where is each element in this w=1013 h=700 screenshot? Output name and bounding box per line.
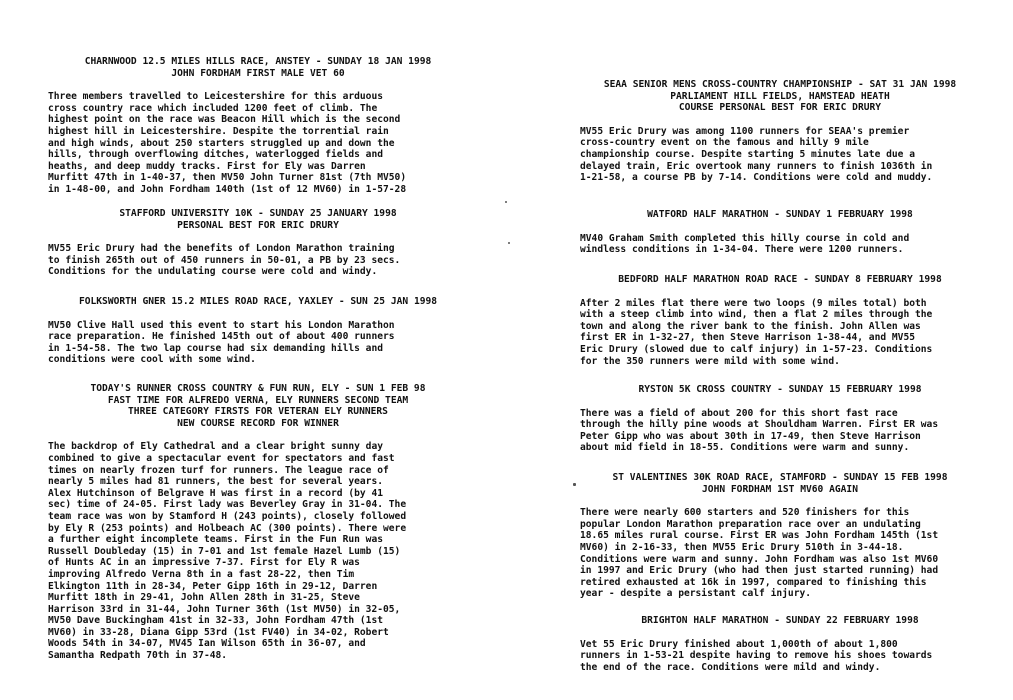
heading-line: ST VALENTINES 30K ROAD RACE, STAMFORD - SUNDAY 15 FEB 1998 — [612, 472, 948, 483]
article-body: MV40 Graham Smith completed this hilly course in cold and windless conditions in 1-34-04. There were 1200 runners. — [580, 232, 910, 256]
article-body: After 2 miles flat there were two loops (9 miles total) both with a steep climb into wind, then a flat 2 miles through the town and along the river bank to the finish. John Allen was first ER in 1-32-27, then Steve Harrison 1-38-44, and MV55 Eric Drury (slowed due to calf injury) in 1-57-23. Conditions for the 350 runners were mild with some wind. — [580, 297, 933, 367]
article-subheading: COURSE PERSONAL BEST FOR ERIC DRURY — [678, 102, 882, 114]
article-heading — [580, 209, 980, 221]
article-body: MV55 Eric Drury had the benefits of London Marathon training to finish 265th out of 450 runners in 50-01, a PB by 23 secs. Conditions for the undulating course were cold and windy. — [48, 243, 401, 278]
article-body: Three members travelled to Leicestershire for this arduous cross country race which included 1200 feet of climb. The highest point on the race was Beacon Hill which is the second highest hill in Leicestershire. Despite the torrential rain and high winds, about 250 starters struggled up and down the hills, through overflowing ditches, waterlogged fields and heaths, and deep muddy tracks. First for Ely was Darren Murfitt 47th in 1-40-37, then MV50 John Turner 81st (7th MV50) in 1-48-00, and John Fordham 140th (1st of 12 MV60) in 1-57-28 — [48, 91, 407, 195]
article-charnwood — [48, 56, 468, 196]
article-heading — [580, 472, 980, 495]
article-ryston — [580, 384, 980, 454]
article-body: There were nearly 600 starters and 520 finishers for this popular London Marathon preparation race over an undulating 18.65 miles rural course. First ER was John Fordham 145th (1st MV60) in 2-16-33, then MV55 Eric Drury 510th in 3-44-18. Conditions were warm and sunny. John Fordham was also 1st MV60 in 1997 and Eric Drury (who had then just started running) had retired exhausted at 16k in 1997, compared to finishing this year - despite a persistant calf injury. — [580, 507, 939, 600]
article-watford — [580, 209, 980, 256]
article-body: Vet 55 Eric Drury finished about 1,000th of about 1,800 runners in 1-53-21 despite having to remove his shoes towards the end of the race. Conditions were mild and windy. — [580, 638, 933, 673]
article-heading — [48, 208, 468, 231]
heading-line: RYSTON 5K CROSS COUNTRY - SUNDAY 15 FEBRUARY 1998 — [638, 384, 922, 395]
heading-line: THREE CATEGORY FIRSTS FOR VETERAN ELY RUNNERS — [128, 406, 388, 418]
article-heading — [580, 384, 980, 396]
article-body: There was a field of about 200 for this short fast race through the hilly pine woods at Shouldham Warren. First ER was Peter Gipp who was about 30th in 17-49, then Steve Harrison about mid field in 18-55. Conditions were warm and sunny. — [580, 407, 939, 454]
article-folksworth — [48, 296, 468, 366]
article-heading — [580, 615, 980, 627]
heading-line: WATFORD HALF MARATHON - SUNDAY 1 FEBRUARY 1998 — [647, 209, 913, 220]
heading-line: NEW COURSE RECORD FOR WINNER — [177, 417, 339, 429]
scan-speck — [508, 242, 510, 244]
article-heading — [48, 383, 468, 429]
heading-line: BEDFORD HALF MARATHON ROAD RACE - SUNDAY 8 FEBRUARY 1998 — [618, 274, 942, 285]
article-st-valentines — [580, 472, 980, 600]
article-body: MV55 Eric Drury was among 1100 runners for SEAA's premier cross-country event on the famous and hilly 9 mile championship course. Despite starting 5 minutes late due a delayed train, Eric overtook many runners to finish 1036th in 1-21-58, a course PB by 7-14. Conditions were cold and muddy. — [580, 125, 933, 184]
heading-line: JOHN FORDHAM FIRST MALE VET 60 — [171, 67, 345, 79]
article-heading — [48, 296, 468, 308]
heading-line: STAFFORD UNIVERSITY 10K - SUNDAY 25 JANUARY 1998 — [119, 208, 397, 219]
article-body: MV50 Clive Hall used this event to start his London Marathon race preparation. He finished 145th out of about 400 runners in 1-54-58. The two lap course had six demanding hills and conditions were cool with some wind. — [48, 319, 395, 366]
article-todays-runner — [48, 383, 468, 662]
article-heading — [580, 79, 980, 114]
scan-speck — [573, 483, 576, 486]
article-heading — [48, 56, 468, 79]
heading-line: SEAA SENIOR MENS CROSS-COUNTRY CHAMPIONSHIP - SAT 31 JAN 1998 — [603, 79, 957, 90]
heading-line: JOHN FORDHAM 1ST MV60 AGAIN — [702, 483, 858, 495]
article-brighton — [580, 615, 980, 673]
heading-line: CHARNWOOD 12.5 MILES HILLS RACE, ANSTEY - SUNDAY 18 JAN 1998 — [84, 56, 432, 67]
article-body: The backdrop of Ely Cathedral and a clear bright sunny day combined to give a spectacular event for spectators and fast times on nearly frozen turf for runners. The league race of nearly 5 miles had 81 runners, the best for several years. Alex Hutchinson of Belgrave H was first in a record (by 41 sec) time of 24-05. First lady was Beverley Gray in 31-04. The team race was won by Stamford H (243 points), closely followed by Ely R (253 points) and Holbeach AC (300 points). There were a further eight incomplete teams. First in the Fun Run was Russell Doubleday (15) in 7-01 and 1st female Hazel Lumb (15) of Hunts AC in an impressive 7-37. First for Ely R was improving Alfredo Verna 8th in a fast 28-22, then Tim Elkington 11th in 28-34, Peter Gipp 16th in 29-12, Darren Murfitt 18th in 29-41, John Allen 28th in 31-25, Steve Harrison 33rd in 31-44, John Turner 36th (1st MV50) in 32-05, MV50 Dave Buckingham 41st in 32-33, John Fordham 47th (1st MV60) in 33-28, Diana Gipp 53rd (1st FV40) in 34-02, Robert Woods 54th in 34-07, MV45 Ian Wilson 65th in 36-07, and Samantha Redpath 70th in 37-48. — [48, 441, 407, 662]
article-stafford — [48, 208, 468, 278]
heading-line: FAST TIME FOR ALFREDO VERNA, ELY RUNNERS SECOND TEAM — [107, 394, 409, 406]
heading-line: PARLIAMENT HILL FIELDS, HAMSTEAD HEATH — [670, 90, 890, 102]
article-heading — [580, 274, 980, 286]
article-seaa — [580, 79, 980, 184]
heading-line: TODAY'S RUNNER CROSS COUNTRY & FUN RUN, ELY - SUN 1 FEB 98 — [90, 383, 426, 394]
heading-line: BRIGHTON HALF MARATHON - SUNDAY 22 FEBRUARY 1998 — [641, 615, 919, 626]
heading-line: PERSONAL BEST FOR ERIC DRURY — [177, 219, 339, 231]
scan-speck — [505, 201, 507, 203]
article-bedford — [580, 274, 980, 367]
heading-line: FOLKSWORTH GNER 15.2 MILES ROAD RACE, YAXLEY - SUN 25 JAN 1998 — [78, 296, 438, 307]
